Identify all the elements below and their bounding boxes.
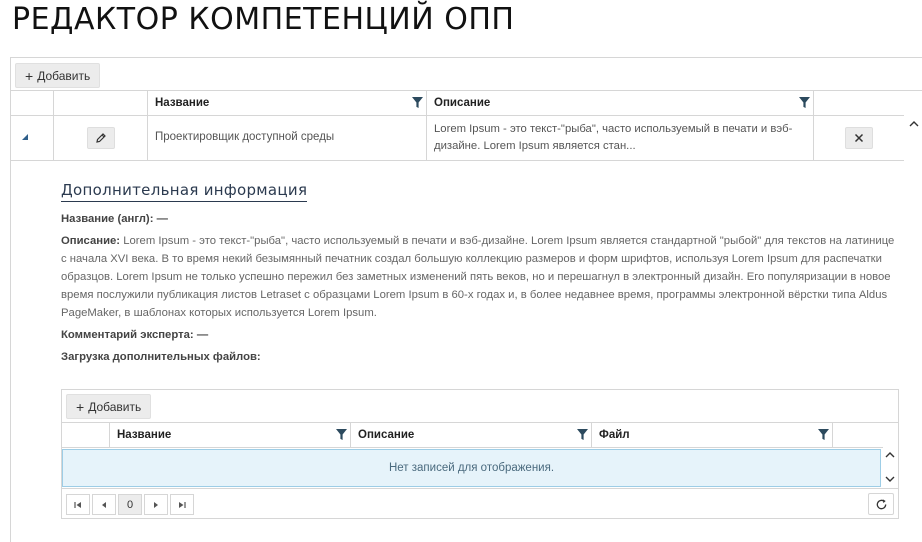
refresh-button[interactable] bbox=[868, 493, 894, 515]
header-name[interactable] bbox=[148, 91, 427, 115]
add-button-label: Добавить bbox=[37, 68, 91, 83]
header-description-label: Описание bbox=[434, 97, 491, 109]
files-pager bbox=[62, 488, 898, 519]
edit-cell bbox=[54, 116, 148, 160]
header-scroll-spacer bbox=[904, 90, 922, 116]
next-page-button[interactable] bbox=[144, 494, 168, 515]
description-cell bbox=[427, 116, 814, 160]
grid-header bbox=[11, 90, 904, 116]
add-button[interactable] bbox=[15, 63, 100, 88]
files-header-name[interactable] bbox=[110, 423, 351, 447]
empty-message: Нет записей для отображения. bbox=[62, 449, 881, 487]
files-line bbox=[61, 348, 901, 366]
first-page-button[interactable] bbox=[66, 494, 90, 515]
name-en-value: — bbox=[156, 213, 168, 225]
name-en-line bbox=[61, 210, 901, 228]
next-page-icon bbox=[152, 501, 160, 509]
filter-icon[interactable] bbox=[412, 97, 423, 108]
files-header-scroll-spacer bbox=[883, 422, 899, 448]
description-value: Lorem Ipsum - это текст-"рыба", часто используемый в печати и вэб-дизайне. Lorem Ipsum является стандартной "рыбой" для текстов на латинице с начала XVI века. В то время некий безымянный печатник создал большую коллекцию размеров и форм шрифтов, используя Lorem Ipsum для распечатки образцов. Lorem Ipsum не только успешно пережил без заметных изменений пять веков, но и перешагнул в электронный дизайн. Его популяризации в новое время послужили публикация листов Letraset с образцами Lorem Ipsum в 60-х годах и, в более недавнее время, программы электронной вёрстки типа Aldus PageMaker, в шаблонах которых используется Lorem Ipsum. bbox=[61, 235, 895, 319]
delete-button[interactable] bbox=[845, 127, 873, 149]
filter-icon[interactable] bbox=[818, 429, 829, 440]
header-edit-column bbox=[54, 91, 148, 115]
files-header-file-label: Файл bbox=[599, 429, 630, 441]
files-header-name-label: Название bbox=[117, 429, 172, 441]
files-header-tail bbox=[833, 423, 883, 447]
filter-icon[interactable] bbox=[577, 429, 588, 440]
expert-comment-line bbox=[61, 326, 901, 344]
row-description: Lorem Ipsum - это текст-"рыба", часто используемый в печати и вэб-дизайне. Lorem Ipsum является стан... bbox=[434, 123, 793, 152]
prev-page-icon bbox=[100, 501, 108, 509]
files-header-file[interactable] bbox=[592, 423, 833, 447]
expand-cell[interactable] bbox=[11, 116, 54, 160]
scroll-up-icon[interactable] bbox=[909, 120, 919, 128]
expert-comment-label: Комментарий эксперта: bbox=[61, 329, 194, 341]
first-page-icon bbox=[74, 501, 82, 509]
current-page[interactable]: 0 bbox=[118, 494, 142, 515]
detail-title: Дополнительная информация bbox=[61, 181, 307, 202]
files-toolbar bbox=[66, 394, 151, 419]
files-vertical-scrollbar[interactable] bbox=[881, 448, 899, 488]
triangle-icon[interactable] bbox=[22, 134, 28, 140]
plus-icon: + bbox=[25, 67, 34, 84]
name-en-label: Название (англ): bbox=[61, 213, 154, 225]
close-icon bbox=[854, 133, 864, 143]
header-delete-column bbox=[814, 91, 904, 115]
name-cell bbox=[148, 116, 427, 160]
description-label: Описание: bbox=[61, 235, 121, 247]
pencil-icon bbox=[95, 132, 107, 144]
header-description[interactable] bbox=[427, 91, 814, 115]
expert-comment-value: — bbox=[196, 329, 209, 341]
prev-page-button[interactable] bbox=[92, 494, 116, 515]
table-row[interactable] bbox=[11, 116, 904, 161]
header-expand-column bbox=[11, 91, 54, 115]
header-name-label: Название bbox=[155, 97, 210, 109]
edit-button[interactable] bbox=[87, 127, 115, 149]
last-page-button[interactable] bbox=[170, 494, 194, 515]
refresh-icon bbox=[875, 498, 888, 511]
competencies-grid bbox=[10, 57, 922, 542]
detail-panel bbox=[61, 181, 901, 366]
scroll-down-icon[interactable] bbox=[885, 475, 895, 483]
scroll-up-icon[interactable] bbox=[885, 451, 895, 459]
filter-icon[interactable] bbox=[799, 97, 810, 108]
files-header-description-label: Описание bbox=[358, 429, 415, 441]
last-page-icon bbox=[178, 501, 186, 509]
files-grid bbox=[61, 389, 899, 519]
description-line bbox=[61, 232, 901, 322]
grid-vertical-scrollbar[interactable] bbox=[905, 116, 922, 542]
files-add-label: Добавить bbox=[88, 399, 142, 414]
files-add-button[interactable] bbox=[66, 394, 151, 419]
page-title: РЕДАКТОР КОМПЕТЕНЦИЙ ОПП bbox=[12, 2, 515, 37]
files-header bbox=[62, 422, 883, 448]
files-header-spacer bbox=[62, 423, 110, 447]
files-header-description[interactable] bbox=[351, 423, 592, 447]
row-name: Проектировщик доступной среды bbox=[155, 131, 335, 143]
plus-icon: + bbox=[76, 398, 85, 415]
files-label: Загрузка дополнительных файлов: bbox=[61, 351, 261, 363]
delete-cell bbox=[814, 116, 904, 160]
filter-icon[interactable] bbox=[336, 429, 347, 440]
grid-toolbar bbox=[15, 63, 100, 88]
